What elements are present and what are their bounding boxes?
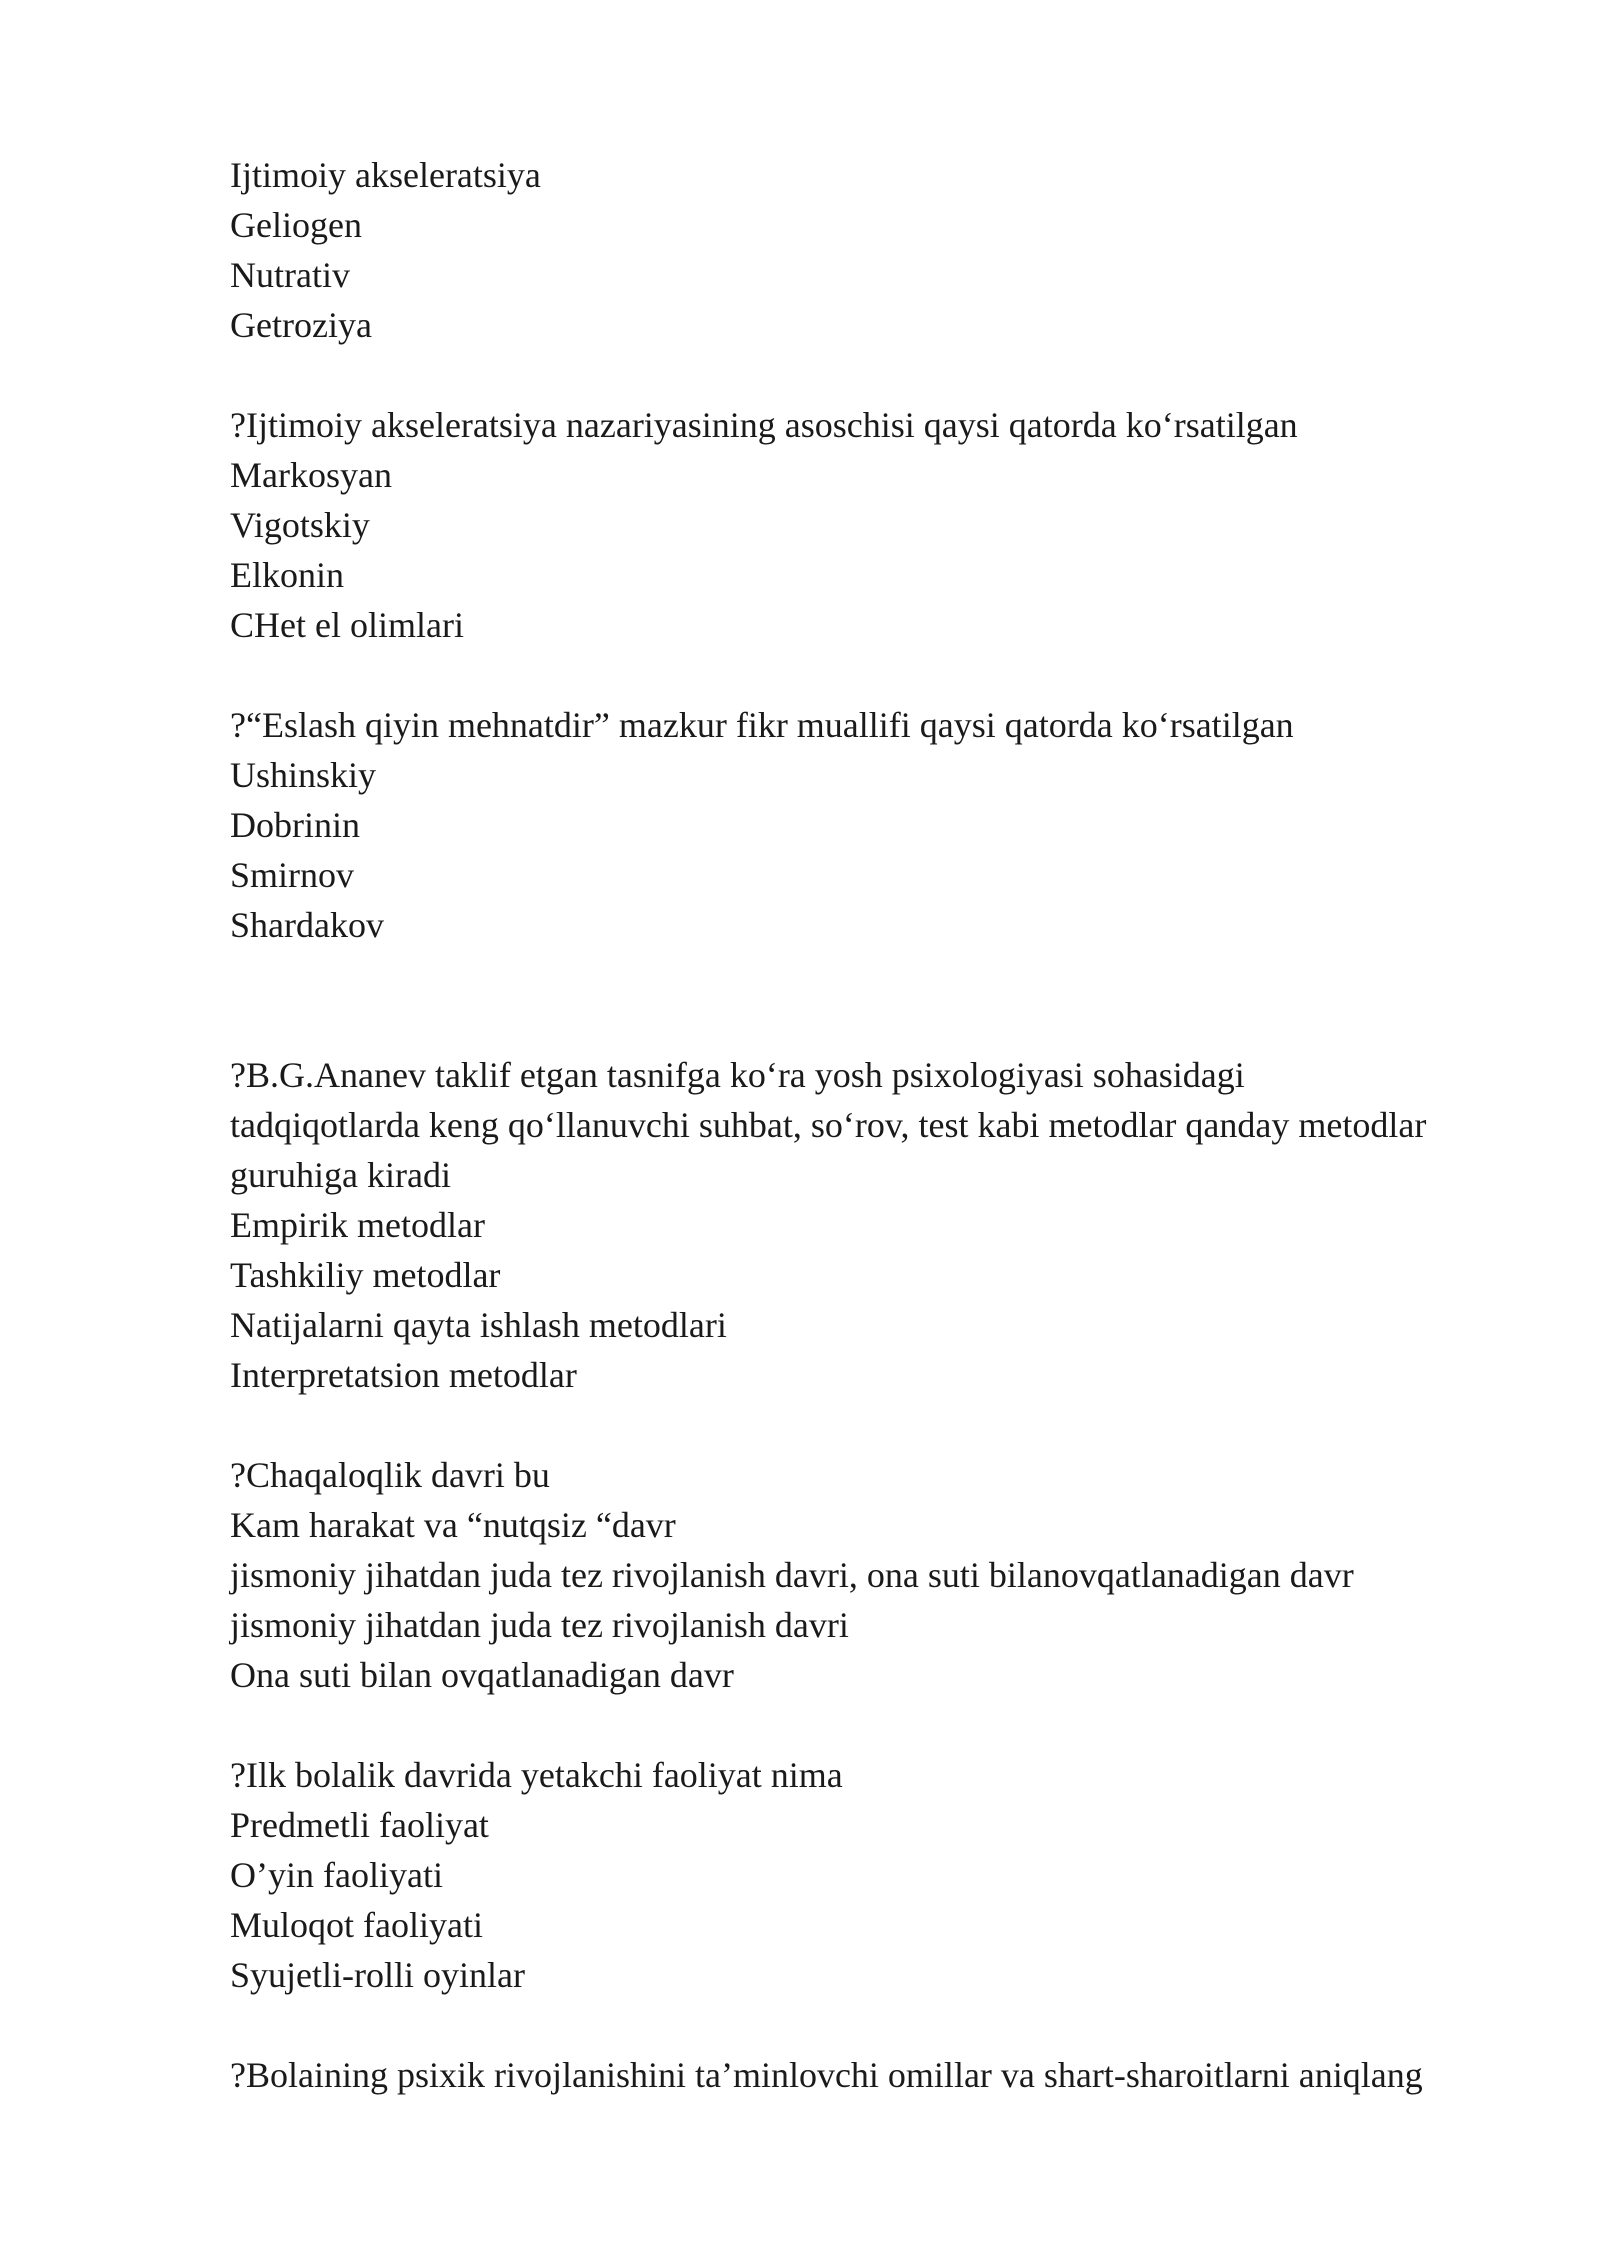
question-text: ?Ilk bolalik davrida yetakchi faoliyat nima — [230, 1755, 843, 1795]
option-text: Getroziya — [230, 305, 372, 345]
question-block-3 — [230, 1050, 1530, 1400]
document-page — [230, 150, 1530, 2100]
option-text: Ona suti bilan ovqatlanadigan davr — [230, 1655, 734, 1695]
question-text: ?“Eslash qiyin mehnatdir” mazkur fikr muallifi qaysi qatorda ko‘rsatilgan — [230, 705, 1294, 745]
option-text: Muloqot faoliyati — [230, 1905, 483, 1945]
option-text: Predmetli faoliyat — [230, 1805, 489, 1845]
question-text: tadqiqotlarda keng qo‘llanuvchi suhbat, so‘rov, test kabi metodlar qanday metodlar — [230, 1105, 1427, 1145]
option-text: Smirnov — [230, 855, 355, 895]
option-text: Syujetli-rolli oyinlar — [230, 1955, 525, 1995]
option-text: Markosyan — [230, 455, 392, 495]
option-text: Interpretatsion metodlar — [230, 1355, 577, 1395]
question-text: ?Bolaining psixik rivojlanishini ta’minlovchi omillar va shart-sharoitlarni aniqlang — [230, 2055, 1423, 2095]
question-block-1 — [230, 400, 1530, 650]
question-text: ?Ijtimoiy akseleratsiya nazariyasining asoschisi qaysi qatorda ko‘rsatilgan — [230, 405, 1298, 445]
option-text: Geliogen — [230, 205, 362, 245]
question-block-2 — [230, 700, 1530, 950]
option-text: Nutrativ — [230, 255, 350, 295]
option-text: Kam harakat va “nutqsiz “davr — [230, 1505, 676, 1545]
option-text: jismoniy jihatdan juda tez rivojlanish davri — [230, 1605, 849, 1645]
question-block-4 — [230, 1450, 1530, 1700]
option-text: Ushinskiy — [230, 755, 377, 795]
question-text: ?Chaqaloqlik davri bu — [230, 1455, 550, 1495]
option-text: Elkonin — [230, 555, 344, 595]
intro-options — [230, 150, 1530, 350]
option-text: Empirik metodlar — [230, 1205, 485, 1245]
question-block-6 — [230, 2050, 1530, 2100]
question-text: guruhiga kiradi — [230, 1155, 451, 1195]
option-text: Tashkiliy metodlar — [230, 1255, 501, 1295]
option-text: jismoniy jihatdan juda tez rivojlanish davri, ona suti bilanovqatlanadigan davr — [230, 1555, 1354, 1595]
option-text: Shardakov — [230, 905, 384, 945]
option-text: Vigotskiy — [230, 505, 370, 545]
option-text: Ijtimoiy akseleratsiya — [230, 155, 541, 195]
option-text: O’yin faoliyati — [230, 1855, 443, 1895]
option-text: Dobrinin — [230, 805, 360, 845]
question-text: ?B.G.Ananev taklif etgan tasnifga ko‘ra yosh psixologiyasi sohasidagi — [230, 1055, 1245, 1095]
question-block-5 — [230, 1750, 1530, 2000]
option-text: CHet el olimlari — [230, 605, 464, 645]
option-text: Natijalarni qayta ishlash metodlari — [230, 1305, 727, 1345]
